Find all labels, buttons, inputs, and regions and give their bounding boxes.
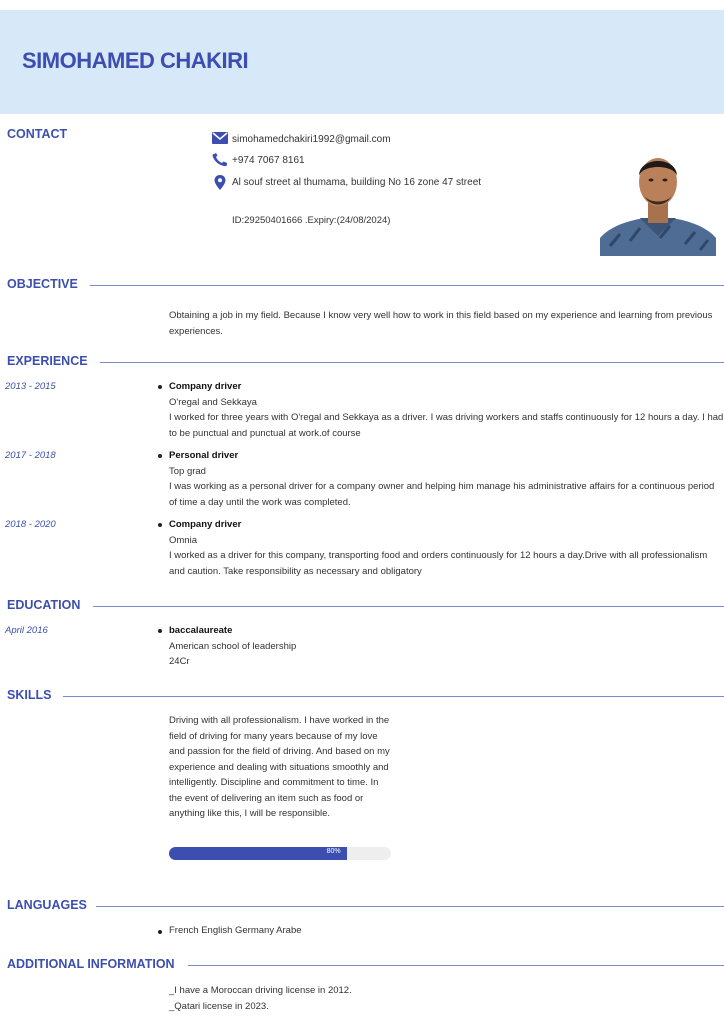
- additional-line: _I have a Moroccan driving license in 2012.: [169, 985, 352, 996]
- section-divider: [63, 696, 724, 697]
- section-title-objective: OBJECTIVE: [7, 277, 78, 291]
- skill-level-fill: [169, 847, 347, 860]
- skills-text: Driving with all professionalism. I have worked in the field of driving for many years because of my love and passion for the field of driving. And based on my experience and dealing with situations smoothly and intelligently. Discipline and commitment to time. In the event of delivering an item such as food or anything like this, I will be responsible.: [169, 715, 390, 819]
- candidate-name: SIMOHAMED CHAKIRI: [22, 48, 249, 73]
- section-title-additional: ADDITIONAL INFORMATION: [7, 957, 175, 971]
- phone-icon: [212, 153, 228, 167]
- email-icon: [212, 132, 228, 146]
- experience-date: 2018 - 2020: [5, 519, 56, 530]
- education-extra: 24Cr: [169, 656, 190, 667]
- skill-level-label: 80%: [326, 848, 341, 855]
- contact-address: Al souf street al thumama, building No 16 zone 47 street: [232, 176, 482, 188]
- experience-description: I worked as a driver for this company, transporting food and orders continuously for 12 hours a day.Drive with all professionalism and caution. Take responsibility as necessary and obligatory: [169, 550, 708, 577]
- profile-photo: [600, 146, 716, 256]
- additional-line: _Qatari license in 2023.: [169, 1001, 269, 1012]
- experience-description: I worked for three years with O'regal and Sekkaya as a driver. I was driving workers and staffs continuously for 12 hours a day. I had to be punctual and punctual at work.of course: [169, 412, 724, 439]
- skill-level-bar: [169, 847, 391, 860]
- location-pin-icon: [212, 175, 228, 189]
- experience-date: 2017 - 2018: [5, 450, 56, 461]
- section-divider: [100, 362, 724, 363]
- contact-id: ID:29250401666 .Expiry:(24/08/2024): [232, 215, 391, 226]
- section-divider: [90, 285, 724, 286]
- contact-phone-row[interactable]: [212, 153, 305, 167]
- section-divider: [93, 606, 724, 607]
- contact-phone[interactable]: +974 7067 8161: [232, 154, 305, 166]
- contact-email[interactable]: simohamedchakiri1992@gmail.com: [232, 133, 391, 145]
- contact-address-row: [212, 175, 481, 189]
- experience-company: O'regal and Sekkaya: [169, 396, 257, 408]
- experience-date: 2013 - 2015: [5, 381, 56, 392]
- section-title-experience: EXPERIENCE: [7, 354, 88, 368]
- section-title-education: EDUCATION: [7, 598, 81, 612]
- section-divider: [188, 965, 724, 966]
- section-divider: [96, 906, 724, 907]
- experience-title: Company driver: [169, 379, 724, 395]
- experience-company: Omnia: [169, 534, 197, 546]
- experience-title: Personal driver: [169, 448, 724, 464]
- section-title-languages: LANGUAGES: [7, 898, 87, 912]
- education-date: April 2016: [5, 625, 48, 636]
- objective-text: Obtaining a job in my field. Because I know very well how to work in this field based on my experience and learning from previous experiences.: [169, 310, 713, 337]
- experience-entry: [169, 448, 724, 510]
- section-title-skills: SKILLS: [7, 688, 52, 702]
- experience-company: Top grad: [169, 465, 206, 477]
- education-title: baccalaureate: [169, 623, 724, 639]
- additional-info: [169, 983, 569, 1015]
- experience-title: Company driver: [169, 517, 724, 533]
- experience-description: I was working as a personal driver for a company owner and helping him manage his administrative affairs for a continuous period of time a day until the work was completed.: [169, 481, 715, 508]
- section-title-contact: CONTACT: [7, 127, 68, 141]
- contact-email-row[interactable]: [212, 132, 391, 146]
- experience-entry: [169, 379, 724, 441]
- languages-list: French English Germany Arabe: [169, 925, 302, 936]
- education-entry: [169, 623, 724, 670]
- education-school: American school of leadership: [169, 640, 297, 652]
- experience-entry: [169, 517, 724, 579]
